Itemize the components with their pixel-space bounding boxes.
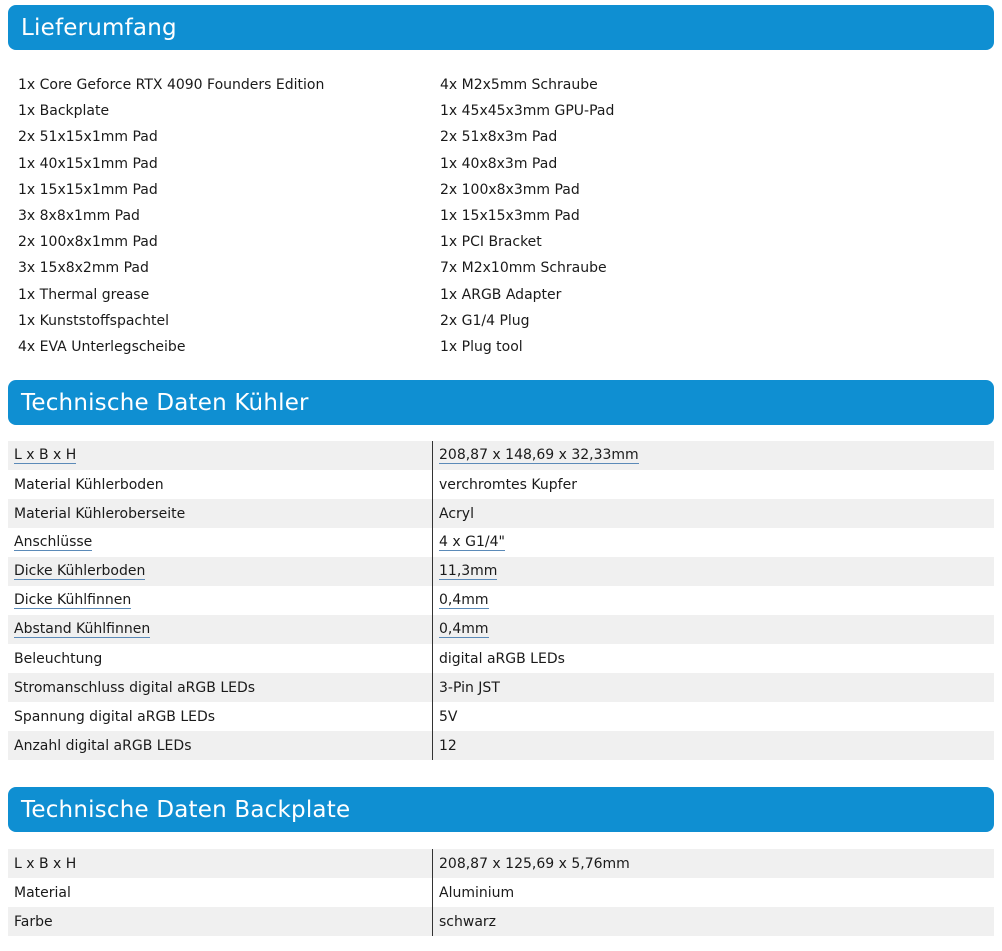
spec-key-cell [8,586,433,615]
spec-key: Anzahl digital aRGB LEDs [14,737,192,754]
spec-value-cell [433,615,994,644]
cooler-spec-table [8,441,994,760]
spec-key-tooltip-link[interactable]: Dicke Kühlerboden [14,562,146,579]
list-item [18,124,994,150]
spec-key: Material [14,884,71,901]
spec-value-cell [433,644,994,673]
spec-key: Beleuchtung [14,650,103,667]
spec-key-tooltip-link[interactable]: Anschlüsse [14,533,93,550]
spec-key: Farbe [14,913,53,930]
spec-key-cell [8,702,433,731]
spec-value: 208,87 x 125,69 x 5,76mm [439,855,630,872]
section-title: Technische Daten Kühler [21,389,309,416]
list-item-left: 1x Backplate [18,103,110,120]
list-item [18,334,994,360]
spec-value-cell [433,441,994,470]
spec-key-cell [8,441,433,470]
spec-value-tooltip-link[interactable]: 208,87 x 148,69 x 32,33mm [439,446,639,463]
spec-value-cell [433,557,994,586]
list-item-left: 2x 100x8x1mm Pad [18,234,158,251]
list-item-left: 1x Kunststoffspachtel [18,312,169,329]
list-item-right: 1x ARGB Adapter [440,286,562,303]
table-row [8,528,994,557]
table-row [8,499,994,528]
spec-value-cell [433,849,994,878]
table-row [8,586,994,615]
list-item [18,203,994,229]
list-item-right: 4x M2x5mm Schraube [440,77,598,94]
spec-key-tooltip-link[interactable]: Dicke Kühlfinnen [14,591,132,608]
section-header-cooler [8,380,994,425]
spec-key-cell [8,878,433,907]
list-item [18,308,994,334]
spec-value-cell [433,702,994,731]
table-row [8,615,994,644]
section-header-lieferumfang [8,5,994,50]
spec-value: 12 [439,737,457,754]
list-item-left: 4x EVA Unterlegscheibe [18,338,186,355]
table-row [8,849,994,878]
spec-key: Material Kühleroberseite [14,505,186,522]
spec-value-tooltip-link[interactable]: 0,4mm [439,620,489,637]
spec-key-tooltip-link[interactable]: Abstand Kühlfinnen [14,620,151,637]
spec-key: L x B x H [14,855,77,872]
list-item-right: 1x 40x8x3m Pad [440,155,558,172]
table-row [8,907,994,936]
spec-key-cell [8,907,433,936]
list-item-left: 3x 8x8x1mm Pad [18,208,140,225]
list-item [18,229,994,255]
list-item-right: 1x Plug tool [440,338,523,355]
spec-value: schwarz [439,913,496,930]
list-item-right: 1x 15x15x3mm Pad [440,208,580,225]
spec-key-cell [8,557,433,586]
table-row [8,644,994,673]
table-row [8,702,994,731]
spec-value: Aluminium [439,884,515,901]
table-row [8,557,994,586]
list-item-left: 1x 15x15x1mm Pad [18,181,158,198]
spec-key: Material Kühlerboden [14,476,164,493]
table-row [8,441,994,470]
list-item-right: 1x PCI Bracket [440,234,542,251]
spec-key-cell [8,849,433,878]
spec-value-cell [433,673,994,702]
table-row [8,731,994,760]
spec-value-cell [433,907,994,936]
spec-value-cell [433,878,994,907]
list-item-left: 1x Core Geforce RTX 4090 Founders Edition [18,77,325,94]
spec-value-tooltip-link[interactable]: 11,3mm [439,562,498,579]
spec-key-cell [8,731,433,760]
section-title: Lieferumfang [21,14,177,41]
scope-list [18,72,994,360]
spec-key-cell [8,470,433,499]
list-item-left: 1x 40x15x1mm Pad [18,155,158,172]
list-item-right: 2x 100x8x3mm Pad [440,181,580,198]
spec-value: 5V [439,708,458,725]
list-item [18,282,994,308]
table-row [8,470,994,499]
spec-key-cell [8,644,433,673]
spec-value-tooltip-link[interactable]: 4 x G1/4" [439,533,505,550]
spec-value-cell [433,499,994,528]
backplate-spec-table [8,849,994,936]
spec-value: 3-Pin JST [439,679,500,696]
list-item-left: 3x 15x8x2mm Pad [18,260,149,277]
section-title: Technische Daten Backplate [21,796,351,823]
spec-value: verchromtes Kupfer [439,476,577,493]
list-item-right: 2x 51x8x3m Pad [440,129,558,146]
section-header-backplate [8,787,994,832]
list-item [18,177,994,203]
spec-value: digital aRGB LEDs [439,650,565,667]
spec-key: Spannung digital aRGB LEDs [14,708,216,725]
spec-value-tooltip-link[interactable]: 0,4mm [439,591,489,608]
list-item-right: 1x 45x45x3mm GPU-Pad [440,103,615,120]
spec-key-cell [8,499,433,528]
list-item [18,72,994,98]
list-item-left: 1x Thermal grease [18,286,150,303]
spec-value-cell [433,731,994,760]
list-item-right: 7x M2x10mm Schraube [440,260,607,277]
spec-key-tooltip-link[interactable]: L x B x H [14,446,77,463]
list-item-left: 2x 51x15x1mm Pad [18,129,158,146]
table-row [8,673,994,702]
spec-key-cell [8,528,433,557]
spec-value-cell [433,528,994,557]
list-item-right: 2x G1/4 Plug [440,312,530,329]
spec-key-cell [8,673,433,702]
spec-value-cell [433,586,994,615]
spec-key-cell [8,615,433,644]
table-row [8,878,994,907]
spec-value: Acryl [439,505,474,522]
spec-value-cell [433,470,994,499]
spec-key: Stromanschluss digital aRGB LEDs [14,679,256,696]
list-item [18,151,994,177]
list-item [18,255,994,281]
list-item [18,98,994,124]
